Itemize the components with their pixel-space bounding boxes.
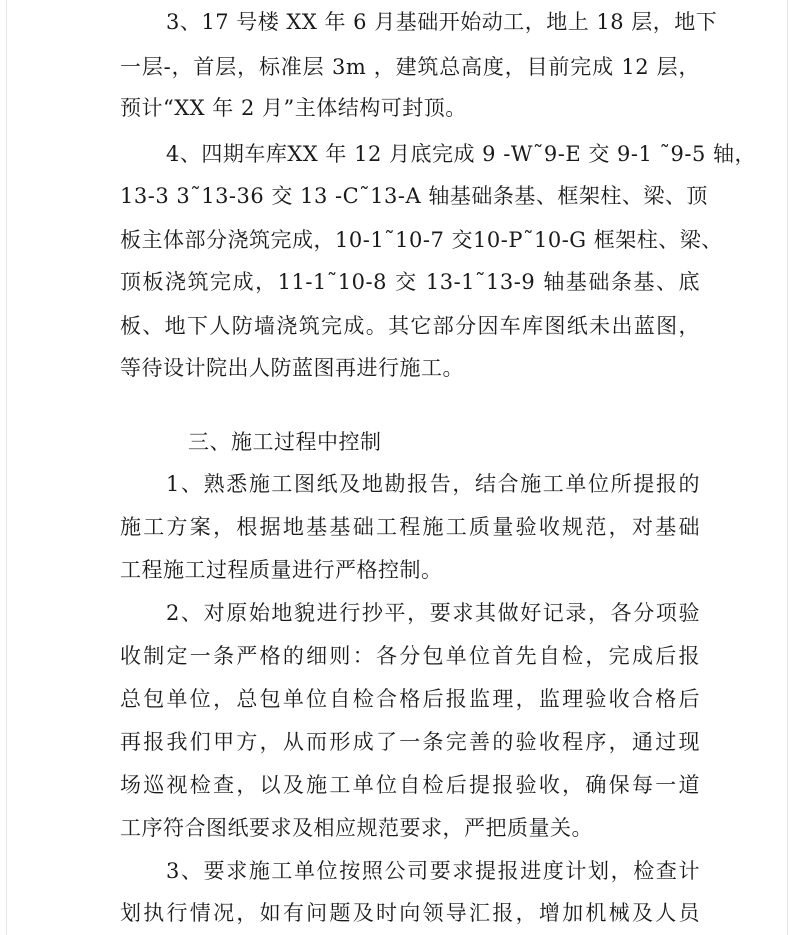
paragraph-4-line-1: 4、四期车库XX 年 12 月底完成 9 -W˜9-E 交 9-1 ˜9-5 轴， [166,142,757,166]
item-1-line-2: 施工方案，根据地基基础工程施工质量验收规范，对基础 [120,515,700,539]
item-2-line-5: 场巡视检查，以及施工单位自检后提报验收，确保每一道 [120,773,700,797]
section-heading: 三、施工过程中控制 [188,430,382,454]
paragraph-3-line-3: 预计“XX 年 2 月”主体结构可封顶。 [120,96,467,120]
paragraph-4-line-3: 板主体部分浇筑完成，10-1˜10-7 交10-P˜10-G 框架柱、梁、 [120,228,723,252]
item-2-line-4: 再报我们甲方，从而形成了一条完善的验收程序，通过现 [120,730,700,754]
item-3-line-1: 3、要求施工单位按照公司要求提报进度计划，检查计 [166,859,700,883]
item-2-line-1: 2、对原始地貌进行抄平，要求其做好记录，各分项验 [166,601,700,625]
paragraph-4-line-6: 等待设计院出人防蓝图再进行施工。 [120,356,464,380]
item-1-line-3: 工程施工过程质量进行严格控制。 [120,558,443,582]
item-2-line-3: 总包单位，总包单位自检合格后报监理，监理验收合格后 [120,687,700,711]
paragraph-3-line-2: 一层-，首层，标准层 3m ，建筑总高度，目前完成 12 层， [120,55,700,79]
item-2-line-2: 收制定一条严格的细则：各分包单位首先自检，完成后报 [120,644,700,668]
paragraph-4-line-2: 13-3 3˜13-36 交 13 -C˜13-A 轴基础条基、框架柱、梁、顶 [120,184,708,208]
item-2-line-6: 工序符合图纸要求及相应规范要求，严把质量关。 [120,816,593,840]
paragraph-3-line-1: 3、17 号楼 XX 年 6 月基础开始动工，地上 18 层，地下 [166,10,718,34]
paragraph-4-line-4: 顶板浇筑完成，11-1˜10-8 交 13-1˜13-9 轴基础条基、底 [120,270,700,294]
paragraph-4-line-5: 板、地下人防墙浇筑完成。其它部分因车库图纸未出蓝图， [120,314,700,338]
item-3-line-2: 划执行情况，如有问题及时向领导汇报，增加机械及人员 [120,901,700,925]
page-edge-left [6,0,7,935]
page-edge-right [787,0,788,935]
item-1-line-1: 1、熟悉施工图纸及地勘报告，结合施工单位所提报的 [166,472,700,496]
